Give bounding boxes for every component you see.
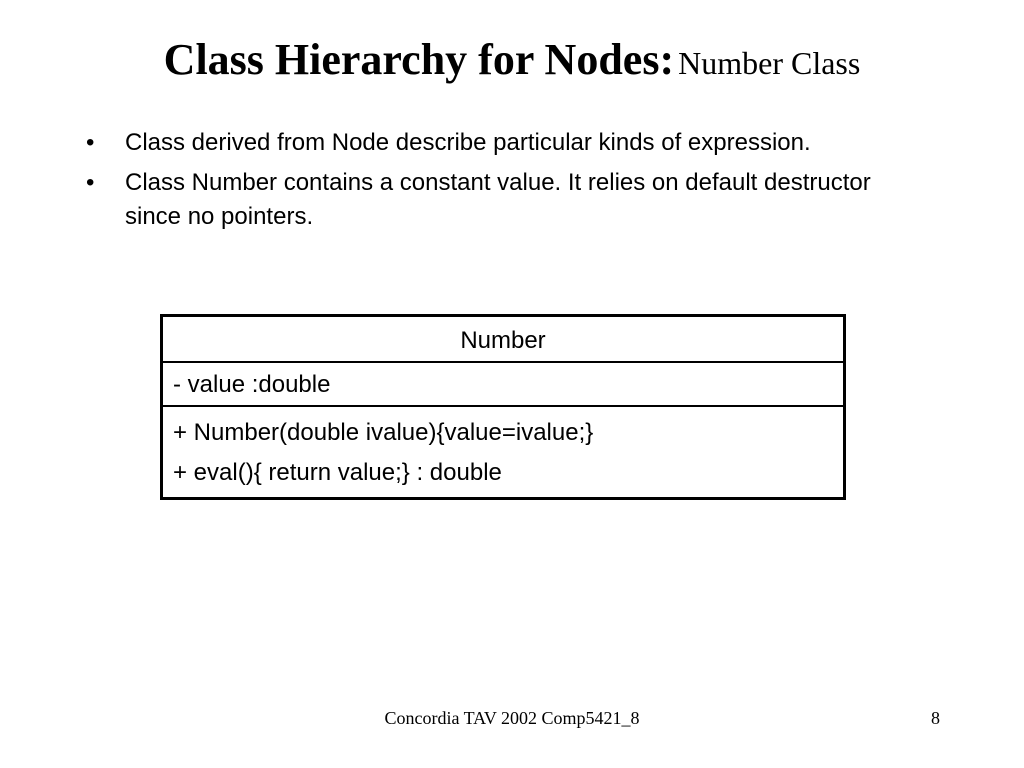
- footer-text: Concordia TAV 2002 Comp5421_8: [384, 708, 640, 728]
- title-sub: Number Class: [678, 45, 861, 81]
- bullet-list: [86, 126, 926, 240]
- uml-operation: + Number(double ivalue){value=ivalue;}: [173, 419, 594, 446]
- uml-attribute: - value :double: [173, 371, 331, 398]
- uml-class-name: Number: [163, 317, 843, 363]
- title-main: Class Hierarchy for Nodes:: [163, 35, 675, 84]
- bullet-item: [86, 166, 926, 234]
- bullet-text: Class derived from Node describe particular kinds of expression.: [125, 129, 811, 156]
- uml-class-diagram: [160, 314, 846, 500]
- slide-title: [0, 30, 1024, 100]
- uml-attributes: [163, 363, 843, 407]
- uml-operation: + eval(){ return value;} : double: [173, 459, 502, 486]
- uml-operations: [163, 407, 843, 497]
- bullet-marker: •: [86, 169, 95, 196]
- bullet-text: Class Number contains a constant value. It relies on default destructor since no pointers.: [125, 169, 871, 230]
- page-number: 8: [931, 708, 940, 728]
- bullet-item: [86, 126, 926, 160]
- bullet-marker: •: [86, 129, 95, 156]
